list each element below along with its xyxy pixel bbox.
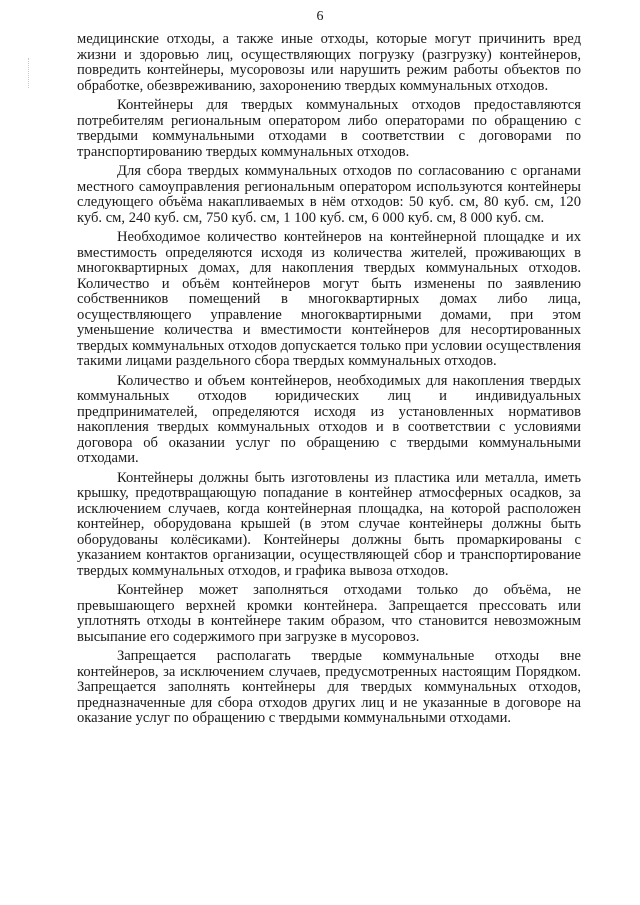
- page-number: 6: [316, 9, 324, 24]
- scan-artifact: [28, 58, 35, 88]
- paragraph-legal-entities: Количество и объем контейнеров, необходимых для накопления твердых коммунальных отходов юридических лиц и индивидуальных предпринимателей, определяются исходя из установленных нормативов накопления твердых коммунальных отходов и в соответствии с условиями договора об оказании услуг по обращению с твердыми коммунальными отходами.: [77, 372, 581, 466]
- paragraph-prohibitions: Запрещается располагать твердые коммунальные отходы вне контейнеров, за исключением случаев, предусмотренных настоящим Порядком. Запрещается заполнять контейнеры для твердых коммунальных отходов, предназначенные для сбора отходов других лиц и не указанные в договоре на оказание услуг по обращению с твердыми коммунальными отходами.: [77, 648, 581, 726]
- paragraph-container-quantity: Необходимое количество контейнеров на контейнерной площадке и их вместимость определяются исходя из количества жителей, проживающих в многоквартирных домах, для накопления твердых коммунальных отходов. Количество и объём контейнеров могут быть изменены по заявлению собственников помещений в многоквартирных домах либо лица, осуществляющего управление многоквартирными домами, при этом уменьшение количества и вместимости контейнеров для несортированных твердых коммунальных отходов допускается только при условии осуществления такими лицами раздельного сбора твердых коммунальных отходов.: [77, 229, 581, 369]
- paragraph-container-volumes: Для сбора твердых коммунальных отходов по согласованию с органами местного самоуправления региональным оператором используются контейнеры следующего объёма накапливаемых в нём отходов: 50 куб. см, 80 куб. см, 120 куб. см, 240 куб. см, 750 куб. см, 1 100 куб. см, 6 000 куб. см, 8 000 куб. см.: [77, 163, 581, 226]
- paragraph-continuation: медицинские отходы, а также иные отходы, которые могут причинить вред жизни и здоровью лиц, осуществляющих погрузку (разгрузку) контейнеров, повредить контейнеры, мусоровозы или нарушить режим работы объектов по обработке, обезвреживанию, захоронению твердых коммунальных отходов.: [77, 31, 581, 94]
- document-body: [77, 32, 581, 727]
- paragraph-container-provision: Контейнеры для твердых коммунальных отходов предоставляются потребителям региональным оператором либо операторами по обращению с твердыми коммунальными отходами в соответствии с договорами по транспортированию твердых коммунальных отходов.: [77, 97, 581, 160]
- paragraph-filling-rules: Контейнер может заполняться отходами только до объёма, не превышающего верхней кромки контейнера. Запрещается прессовать или уплотнять отходы в контейнере таким образом, что становится невозможным высыпание его содержимого при загрузке в мусоровоз.: [77, 582, 581, 645]
- paragraph-container-requirements: Контейнеры должны быть изготовлены из пластика или металла, иметь крышку, предотвращающую попадание в контейнер атмосферных осадков, за исключением случаев, когда контейнерная площадка, на которой расположен контейнер, оборудована крышей (в этом случае контейнеры должны быть оборудованы колёсиками). Контейнеры должны быть промаркированы с указанием контактов организации, осуществляющей сбор и транспортирование твердых коммунальных отходов, и графика вывоза отходов.: [77, 469, 581, 579]
